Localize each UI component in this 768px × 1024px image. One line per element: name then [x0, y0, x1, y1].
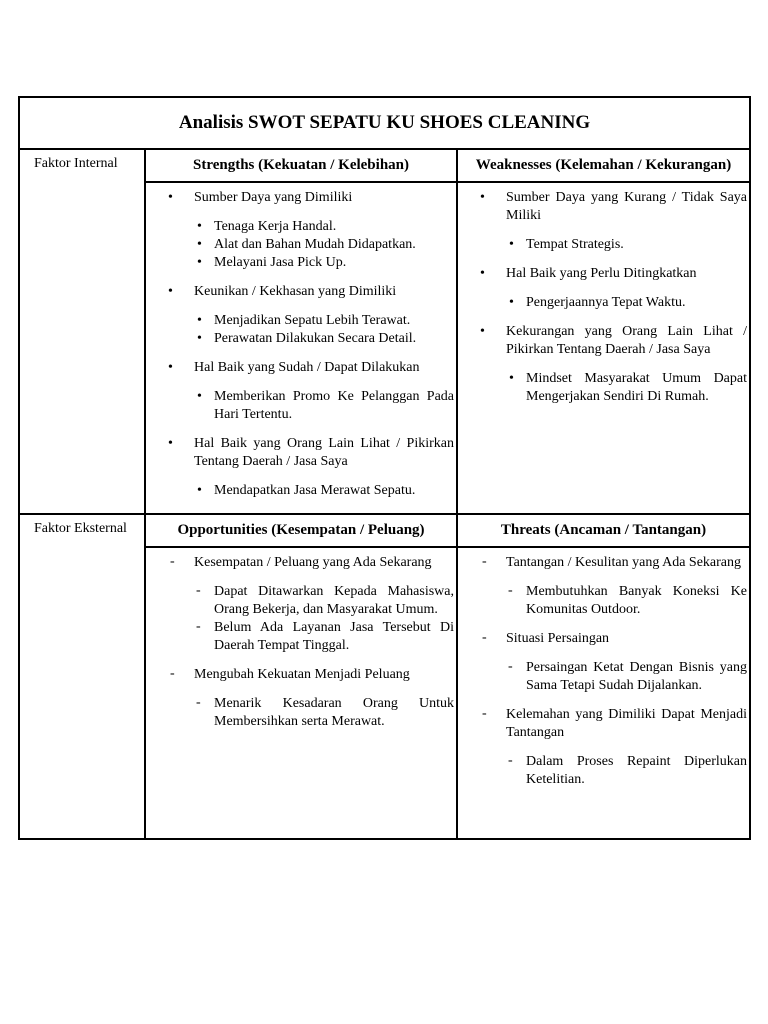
dash-icon: -	[482, 706, 487, 721]
item-list	[146, 189, 456, 500]
list-item-text: Hal Baik yang Sudah / Dapat Dilakukan	[194, 360, 420, 375]
sub-item-list	[506, 294, 747, 312]
bullet-icon: •	[197, 483, 202, 498]
item-list	[458, 554, 749, 789]
opportunities-list-cell	[145, 547, 457, 839]
sub-item-list	[194, 482, 454, 500]
strengths-heading: Strengths (Kekuatan / Kelebihan)	[145, 149, 457, 182]
sub-list-item	[194, 330, 454, 348]
sub-list-item-text: Mendapatkan Jasa Merawat Sepatu.	[214, 483, 416, 498]
list-item-text: Kesempatan / Peluang yang Ada Sekarang	[194, 555, 432, 570]
bullet-icon: •	[168, 436, 173, 451]
item-list	[146, 554, 456, 731]
sub-item-list	[506, 583, 747, 619]
bullet-icon: •	[168, 360, 173, 375]
sub-list-item-text: Belum Ada Layanan Jasa Tersebut Di Daerah Tempat Tinggal.	[214, 620, 454, 653]
opportunities-heading: Opportunities (Kesempatan / Peluang)	[145, 514, 457, 547]
dash-icon: -	[508, 583, 513, 598]
sub-list-item-text: Perawatan Dilakukan Secara Detail.	[214, 331, 417, 346]
bullet-icon: •	[509, 371, 514, 386]
sub-list-item	[194, 695, 454, 731]
sub-item-list	[194, 388, 454, 424]
dash-icon: -	[170, 666, 175, 681]
sub-list-item	[506, 370, 747, 406]
bullet-icon: •	[480, 324, 485, 339]
list-item-text: Tantangan / Kesulitan yang Ada Sekarang	[506, 555, 742, 570]
sub-item-list	[506, 753, 747, 789]
sub-list-item-text: Tempat Strategis.	[526, 237, 624, 252]
dash-icon: -	[170, 554, 175, 569]
external-factor-label: Faktor Eksternal	[19, 514, 145, 839]
bullet-icon: •	[197, 331, 202, 346]
threats-list-cell	[457, 547, 750, 839]
item-list	[458, 189, 749, 406]
dash-icon: -	[508, 753, 513, 768]
threats-heading: Threats (Ancaman / Tantangan)	[457, 514, 750, 547]
sub-item-list	[194, 312, 454, 348]
list-item	[146, 283, 456, 348]
list-item	[146, 666, 456, 731]
sub-item-list	[194, 695, 454, 731]
sub-item-list	[506, 236, 747, 254]
internal-factor-label: Faktor Internal	[19, 149, 145, 514]
sub-list-item	[194, 218, 454, 236]
sub-list-item	[194, 482, 454, 500]
list-item-text: Sumber Daya yang Kurang / Tidak Saya Miliki	[506, 190, 747, 223]
bullet-icon: •	[480, 266, 485, 281]
sub-list-item	[194, 254, 454, 272]
list-item	[458, 323, 749, 406]
sub-list-item	[194, 236, 454, 254]
sub-list-item-text: Alat dan Bahan Mudah Didapatkan.	[214, 237, 416, 252]
sub-list-item-text: Persaingan Ketat Dengan Bisnis yang Sama Tetapi Sudah Dijalankan.	[526, 660, 747, 693]
sub-list-item	[506, 583, 747, 619]
dash-icon: -	[508, 659, 513, 674]
list-item-text: Sumber Daya yang Dimiliki	[194, 190, 353, 205]
list-item-text: Keunikan / Kekhasan yang Dimiliki	[194, 284, 397, 299]
dash-icon: -	[482, 630, 487, 645]
sub-list-item-text: Melayani Jasa Pick Up.	[214, 255, 347, 270]
sub-list-item	[194, 312, 454, 330]
sub-list-item-text: Memberikan Promo Ke Pelanggan Pada Hari Tertentu.	[214, 389, 454, 422]
list-item	[146, 554, 456, 655]
list-item	[458, 265, 749, 312]
bullet-icon: •	[197, 219, 202, 234]
bullet-icon: •	[480, 190, 485, 205]
list-item	[458, 706, 749, 789]
bullet-icon: •	[168, 190, 173, 205]
sub-list-item-text: Menjadikan Sepatu Lebih Terawat.	[214, 313, 411, 328]
sub-item-list	[194, 583, 454, 655]
sub-list-item-text: Mindset Masyarakat Umum Dapat Mengerjakan Sendiri Di Rumah.	[526, 371, 747, 404]
sub-list-item	[506, 294, 747, 312]
dash-icon: -	[196, 583, 201, 598]
sub-list-item-text: Menarik Kesadaran Orang Untuk Membersihkan serta Merawat.	[214, 696, 454, 729]
list-item	[146, 189, 456, 272]
bullet-icon: •	[197, 255, 202, 270]
sub-item-list	[194, 218, 454, 272]
strengths-list-cell	[145, 182, 457, 514]
bullet-icon: •	[197, 313, 202, 328]
list-item	[458, 554, 749, 619]
sub-list-item	[194, 388, 454, 424]
sub-list-item-text: Pengerjaannya Tepat Waktu.	[526, 295, 686, 310]
sub-item-list	[506, 370, 747, 406]
list-item	[146, 359, 456, 424]
bullet-icon: •	[197, 389, 202, 404]
list-item-text: Mengubah Kekuatan Menjadi Peluang	[194, 667, 410, 682]
sub-list-item-text: Membutuhkan Banyak Koneksi Ke Komunitas Outdoor.	[526, 584, 747, 617]
dash-icon: -	[196, 619, 201, 634]
sub-list-item	[194, 583, 454, 619]
list-item-text: Kelemahan yang Dimiliki Dapat Menjadi Tantangan	[506, 707, 747, 740]
weaknesses-list-cell	[457, 182, 750, 514]
bullet-icon: •	[509, 295, 514, 310]
list-item	[458, 630, 749, 695]
bullet-icon: •	[197, 237, 202, 252]
list-item-text: Situasi Persaingan	[506, 631, 610, 646]
list-item	[458, 189, 749, 254]
sub-item-list	[506, 659, 747, 695]
list-item-text: Hal Baik yang Orang Lain Lihat / Pikirkan Tentang Daerah / Jasa Saya	[194, 436, 454, 469]
swot-table	[18, 96, 751, 840]
sub-list-item	[506, 753, 747, 789]
weaknesses-heading: Weaknesses (Kelemahan / Kekurangan)	[457, 149, 750, 182]
list-item	[146, 435, 456, 500]
sub-list-item	[194, 619, 454, 655]
dash-icon: -	[482, 554, 487, 569]
list-item-text: Kekurangan yang Orang Lain Lihat / Pikirkan Tentang Daerah / Jasa Saya	[506, 324, 747, 357]
sub-list-item	[506, 236, 747, 254]
bullet-icon: •	[168, 284, 173, 299]
dash-icon: -	[196, 695, 201, 710]
sub-list-item-text: Tenaga Kerja Handal.	[214, 219, 337, 234]
sub-list-item-text: Dalam Proses Repaint Diperlukan Ketelitian.	[526, 754, 747, 787]
sub-list-item	[506, 659, 747, 695]
bullet-icon: •	[509, 237, 514, 252]
sub-list-item-text: Dapat Ditawarkan Kepada Mahasiswa, Orang Bekerja, dan Masyarakat Umum.	[214, 584, 454, 617]
list-item-text: Hal Baik yang Perlu Ditingkatkan	[506, 266, 697, 281]
document-title: Analisis SWOT SEPATU KU SHOES CLEANING	[19, 97, 750, 149]
